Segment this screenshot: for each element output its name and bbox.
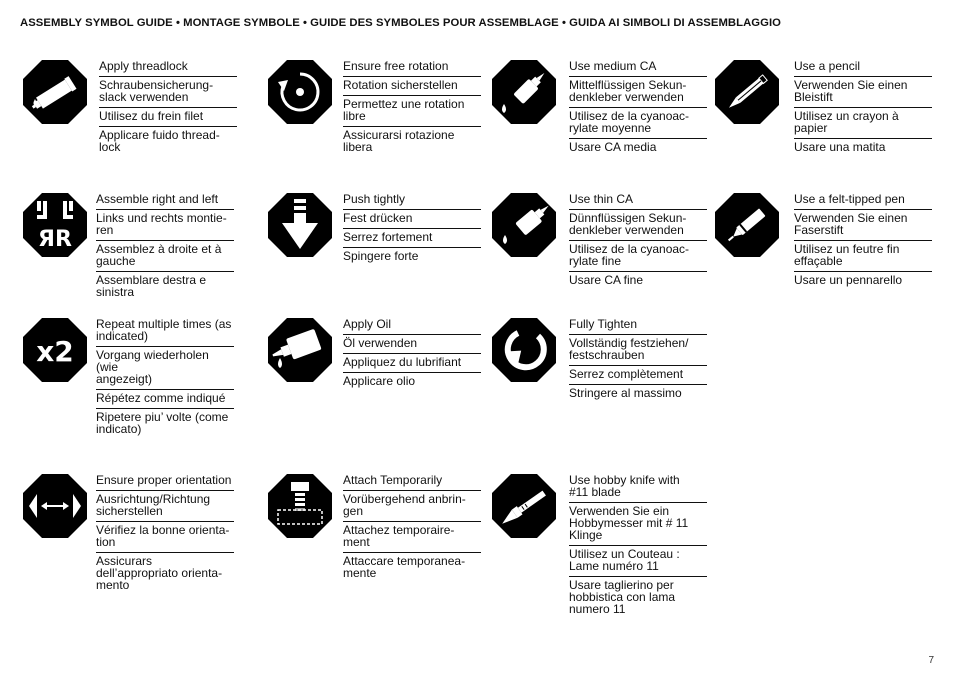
symbol-label-french: Utilisez un Couteau : Lame numéro 11 (569, 546, 707, 577)
symbol-text-block (569, 318, 707, 403)
symbol-text-block (96, 474, 234, 595)
symbol-label-italian: Applicare fuido thread- lock (99, 128, 220, 154)
symbol-label-german: Vollständig festziehen/ festschrauben (569, 335, 707, 366)
symbol-label-french: Appliquez du lubrifiant (343, 354, 481, 373)
symbol-label-german: Verwenden Sie einen Faserstift (794, 210, 932, 241)
symbol-label-english: Repeat multiple times (as indicated) (96, 318, 234, 347)
repeat-x2-text: x2 (36, 335, 74, 368)
symbol-label-italian: Spingere forte (343, 249, 419, 263)
symbol-label-italian: Assicurars dell’appropriato orienta- mento (96, 554, 223, 592)
symbol-label-german: Verwenden Sie ein Hobbymesser mit # 11 Klinge (569, 503, 707, 546)
symbol-label-french: Assemblez à droite et à gauche (96, 241, 234, 272)
symbol-label-french: Utilisez de la cyanoac- rylate moyenne (569, 108, 707, 139)
symbol-label-german: Links und rechts montie- ren (96, 210, 234, 241)
symbol-label-english: Use a pencil (794, 60, 932, 77)
symbol-label-english: Attach Temporarily (343, 474, 481, 491)
free-rotation-icon (268, 60, 332, 124)
threadlock-tube-icon (23, 60, 87, 124)
symbol-text-block (569, 193, 707, 290)
medium-ca-bottle-icon (492, 60, 556, 124)
symbol-label-english: Assemble right and left (96, 193, 234, 210)
symbol-label-italian: Stringere al massimo (569, 386, 682, 400)
symbol-text-block (794, 60, 932, 157)
symbol-label-french: Vérifiez la bonne orienta- tion (96, 522, 234, 553)
symbol-label-french: Permettez une rotation libre (343, 96, 481, 127)
symbol-label-french: Serrez complètement (569, 366, 707, 385)
right-left-icon (23, 193, 87, 257)
symbol-label-german: Ausrichtung/Richtung sicherstellen (96, 491, 234, 522)
symbol-text-block (794, 193, 932, 290)
symbol-label-french: Serrez fortement (343, 229, 481, 248)
symbol-label-italian: Usare una matita (794, 140, 886, 154)
symbol-label-english: Apply Oil (343, 318, 481, 335)
symbol-text-block (343, 60, 481, 157)
symbol-label-english: Push tightly (343, 193, 481, 210)
felt-tip-pen-icon (715, 193, 779, 257)
symbol-label-german: Verwenden Sie einen Bleistift (794, 77, 932, 108)
oil-bottle-icon (268, 318, 332, 382)
symbol-label-french: Utilisez un feutre fin effaçable (794, 241, 932, 272)
hobby-knife-icon (492, 474, 556, 538)
symbol-label-english: Ensure proper orientation (96, 474, 234, 491)
page-number: 7 (928, 655, 934, 666)
symbol-text-block (343, 474, 481, 583)
symbol-label-german: Öl verwenden (343, 335, 481, 354)
symbol-label-italian: Applicare olio (343, 374, 416, 388)
symbol-text-block (96, 193, 234, 302)
symbol-label-german: Dünnflüssigen Sekun- denkleber verwenden (569, 210, 707, 241)
symbol-label-italian: Usare CA fine (569, 273, 644, 287)
symbol-label-italian: Assicurarsi rotazione libera (343, 128, 455, 154)
fully-tighten-icon (492, 318, 556, 382)
symbol-label-french: Utilisez du frein filet (99, 108, 237, 127)
symbol-text-block (343, 193, 481, 266)
symbol-text-block (343, 318, 481, 391)
symbol-label-english: Fully Tighten (569, 318, 707, 335)
symbol-label-german: Vorübergehend anbrin- gen (343, 491, 481, 522)
repeat-x2-icon (23, 318, 87, 382)
symbol-label-italian: Usare taglierino per hobbistica con lama numero 11 (569, 578, 676, 616)
symbol-label-french: Utilisez de la cyanoac- rylate fine (569, 241, 707, 272)
symbol-label-french: Utilisez un crayon à papier (794, 108, 932, 139)
symbol-label-english: Apply threadlock (99, 60, 237, 77)
symbol-text-block (99, 60, 237, 157)
attach-temporarily-icon (268, 474, 332, 538)
thin-ca-bottle-icon (492, 193, 556, 257)
symbol-label-english: Use medium CA (569, 60, 707, 77)
symbol-text-block (96, 318, 234, 439)
symbol-label-french: Attachez temporaire- ment (343, 522, 481, 553)
symbol-label-german: Rotation sicherstellen (343, 77, 481, 96)
symbol-label-english: Use thin CA (569, 193, 707, 210)
symbol-label-german: Fest drücken (343, 210, 481, 229)
page-title: ASSEMBLY SYMBOL GUIDE • MONTAGE SYMBOLE • GUIDE DES SYMBOLES POUR ASSEMBLAGE • GUIDA AI SIMBOLI DI ASSEMBLAGGIO (20, 17, 781, 29)
symbol-label-italian: Ripetere piu’ volte (come indicato) (96, 410, 229, 436)
push-down-arrow-icon (268, 193, 332, 257)
symbol-label-german: Vorgang wiederholen (wie angezeigt) (96, 347, 234, 390)
symbol-label-german: Schraubensicherung- slack verwenden (99, 77, 237, 108)
symbol-label-english: Use hobby knife with #11 blade (569, 474, 707, 503)
symbol-text-block (569, 474, 707, 619)
svg-text:ЯR: ЯR (38, 227, 72, 252)
symbol-label-german: Mittelflüssigen Sekun- denkleber verwenden (569, 77, 707, 108)
symbol-label-italian: Attaccare temporanea- mente (343, 554, 466, 580)
symbol-label-italian: Usare CA media (569, 140, 657, 154)
pencil-icon (715, 60, 779, 124)
orientation-arrows-icon (23, 474, 87, 538)
symbol-label-french: Répétez comme indiqué (96, 390, 234, 409)
symbol-text-block (569, 60, 707, 157)
symbol-label-italian: Usare un pennarello (794, 273, 903, 287)
symbol-label-english: Ensure free rotation (343, 60, 481, 77)
symbol-label-italian: Assemblare destra e sinistra (96, 273, 207, 299)
symbol-label-english: Use a felt-tipped pen (794, 193, 932, 210)
